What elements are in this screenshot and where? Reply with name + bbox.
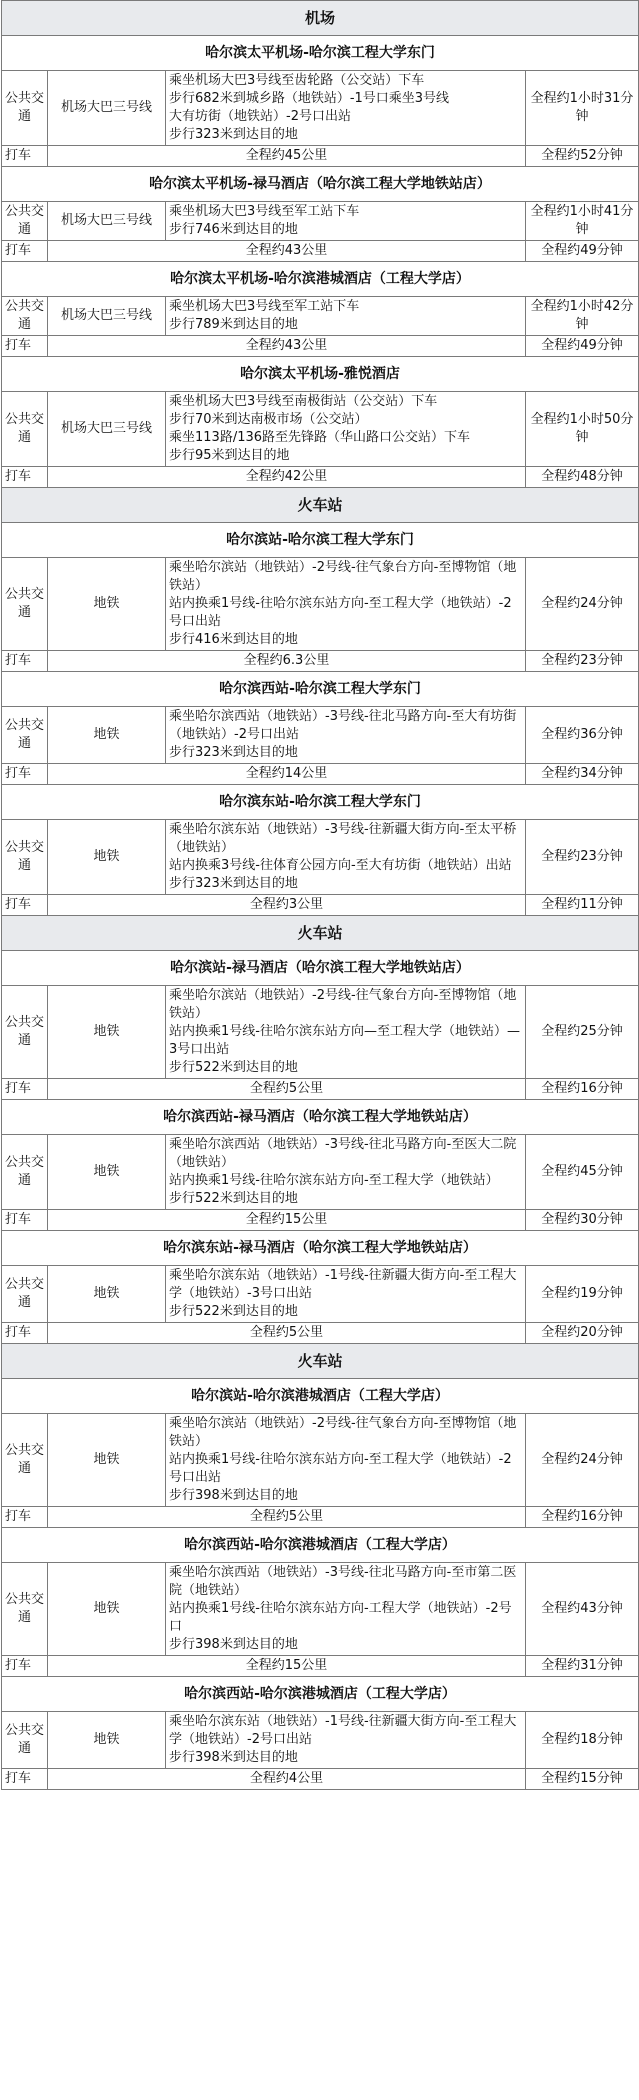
transit-time: 全程约18分钟 (526, 1712, 639, 1769)
taxi-time: 全程约48分钟 (526, 467, 639, 488)
transit-step: 步行323米到达目的地 (169, 127, 298, 142)
public-transit-row (2, 707, 639, 764)
taxi-distance: 全程约42公里 (48, 467, 526, 488)
transport-table (1, 0, 639, 1790)
transit-step: 步行522米到达目的地 (169, 1191, 298, 1206)
transit-steps (166, 392, 526, 467)
public-transit-row (2, 1563, 639, 1656)
transit-step: 步行522米到达目的地 (169, 1304, 298, 1319)
public-transit-label: 公共交通 (2, 707, 48, 764)
route-title: 哈尔滨站-哈尔滨工程大学东门 (2, 523, 639, 558)
transit-step: 站内换乘1号线-往哈尔滨东站方向-至工程大学（地铁站）-2号口出站 (169, 596, 512, 629)
transit-steps (166, 986, 526, 1079)
public-transit-label: 公共交通 (2, 1135, 48, 1210)
public-transit-label: 公共交通 (2, 820, 48, 895)
public-transit-row (2, 820, 639, 895)
public-transit-label: 公共交通 (2, 71, 48, 146)
taxi-label: 打车 (2, 1769, 48, 1790)
transit-steps (166, 1266, 526, 1323)
taxi-row (2, 146, 639, 167)
taxi-distance: 全程约5公里 (48, 1323, 526, 1344)
public-transit-row (2, 986, 639, 1079)
route-title-row (2, 1677, 639, 1712)
route-title-row (2, 1100, 639, 1135)
transit-step: 乘坐机场大巴3号线至齿轮路（公交站）下车 (169, 73, 425, 88)
route-title: 哈尔滨东站-禄马酒店（哈尔滨工程大学地铁站店） (2, 1231, 639, 1266)
section-title: 火车站 (2, 916, 639, 951)
route-title-row (2, 1379, 639, 1414)
transit-step: 步行789米到达目的地 (169, 317, 298, 332)
transit-step: 乘坐哈尔滨西站（地铁站）-3号线-往北马路方向-至医大二院（地铁站） (169, 1137, 517, 1170)
taxi-row (2, 651, 639, 672)
taxi-label: 打车 (2, 651, 48, 672)
section-header-row (2, 1, 639, 36)
taxi-label: 打车 (2, 1323, 48, 1344)
taxi-time: 全程约52分钟 (526, 146, 639, 167)
public-transit-label: 公共交通 (2, 202, 48, 241)
transit-step: 步行398米到达目的地 (169, 1637, 298, 1652)
transit-line: 地铁 (48, 1414, 166, 1507)
taxi-time: 全程约11分钟 (526, 895, 639, 916)
transit-line: 地铁 (48, 1712, 166, 1769)
taxi-label: 打车 (2, 241, 48, 262)
transit-steps (166, 558, 526, 651)
transit-step: 站内换乘3号线-往体育公园方向-至大有坊街（地铁站）出站 (169, 858, 512, 873)
route-title-row (2, 951, 639, 986)
taxi-time: 全程约34分钟 (526, 764, 639, 785)
taxi-time: 全程约23分钟 (526, 651, 639, 672)
taxi-label: 打车 (2, 764, 48, 785)
transit-step: 乘坐机场大巴3号线至南极街站（公交站）下车 (169, 394, 438, 409)
route-title: 哈尔滨太平机场-哈尔滨港城酒店（工程大学店） (2, 262, 639, 297)
public-transit-row (2, 202, 639, 241)
taxi-row (2, 467, 639, 488)
taxi-distance: 全程约43公里 (48, 241, 526, 262)
transit-steps (166, 297, 526, 336)
route-title-row (2, 1231, 639, 1266)
taxi-row (2, 895, 639, 916)
route-title: 哈尔滨站-禄马酒店（哈尔滨工程大学地铁站店） (2, 951, 639, 986)
public-transit-row (2, 1266, 639, 1323)
public-transit-row (2, 297, 639, 336)
taxi-distance: 全程约45公里 (48, 146, 526, 167)
taxi-label: 打车 (2, 1656, 48, 1677)
route-title-row (2, 672, 639, 707)
section-title: 机场 (2, 1, 639, 36)
public-transit-label: 公共交通 (2, 986, 48, 1079)
taxi-row (2, 1769, 639, 1790)
taxi-label: 打车 (2, 895, 48, 916)
public-transit-row (2, 1135, 639, 1210)
taxi-label: 打车 (2, 146, 48, 167)
transit-line: 机场大巴三号线 (48, 297, 166, 336)
public-transit-label: 公共交通 (2, 558, 48, 651)
taxi-row (2, 1656, 639, 1677)
taxi-row (2, 764, 639, 785)
transit-step: 步行682米到城乡路（地铁站）-1号口乘坐3号线 (169, 91, 450, 106)
transit-step: 步行95米到达目的地 (169, 448, 290, 463)
transit-time: 全程约19分钟 (526, 1266, 639, 1323)
taxi-distance: 全程约43公里 (48, 336, 526, 357)
taxi-time: 全程约49分钟 (526, 336, 639, 357)
transit-time: 全程约1小时31分钟 (526, 71, 639, 146)
taxi-time: 全程约31分钟 (526, 1656, 639, 1677)
route-title-row (2, 167, 639, 202)
public-transit-row (2, 558, 639, 651)
section-header-row (2, 488, 639, 523)
transit-line: 地铁 (48, 1266, 166, 1323)
transport-guide-document (1, 0, 638, 1790)
public-transit-row (2, 1414, 639, 1507)
taxi-label: 打车 (2, 336, 48, 357)
public-transit-label: 公共交通 (2, 1266, 48, 1323)
transit-step: 步行522米到达目的地 (169, 1060, 298, 1075)
taxi-distance: 全程约6.3公里 (48, 651, 526, 672)
transit-step: 步行323米到达目的地 (169, 876, 298, 891)
taxi-row (2, 1210, 639, 1231)
transit-step: 站内换乘1号线-往哈尔滨东站方向—至工程大学（地铁站）—3号口出站 (169, 1024, 520, 1057)
taxi-distance: 全程约15公里 (48, 1656, 526, 1677)
transit-step: 步行70米到达南极市场（公交站） (169, 412, 368, 427)
transit-steps (166, 1414, 526, 1507)
route-title-row (2, 1528, 639, 1563)
route-title: 哈尔滨东站-哈尔滨工程大学东门 (2, 785, 639, 820)
transit-step: 乘坐113路/136路至先锋路（华山路口公交站）下车 (169, 430, 471, 445)
section-title: 火车站 (2, 488, 639, 523)
transit-time: 全程约24分钟 (526, 558, 639, 651)
transit-step: 步行323米到达目的地 (169, 745, 298, 760)
transit-time: 全程约1小时42分钟 (526, 297, 639, 336)
transit-steps (166, 1712, 526, 1769)
public-transit-row (2, 71, 639, 146)
taxi-distance: 全程约14公里 (48, 764, 526, 785)
transit-steps (166, 1563, 526, 1656)
transit-steps (166, 707, 526, 764)
taxi-label: 打车 (2, 1507, 48, 1528)
transit-step: 乘坐哈尔滨站（地铁站）-2号线-往气象台方向-至博物馆（地铁站） (169, 560, 517, 593)
taxi-distance: 全程约4公里 (48, 1769, 526, 1790)
route-title-row (2, 785, 639, 820)
transit-time: 全程约43分钟 (526, 1563, 639, 1656)
transit-time: 全程约45分钟 (526, 1135, 639, 1210)
transit-line: 机场大巴三号线 (48, 71, 166, 146)
taxi-time: 全程约15分钟 (526, 1769, 639, 1790)
public-transit-row (2, 392, 639, 467)
transit-steps (166, 71, 526, 146)
taxi-label: 打车 (2, 467, 48, 488)
route-title: 哈尔滨太平机场-哈尔滨工程大学东门 (2, 36, 639, 71)
taxi-distance: 全程约3公里 (48, 895, 526, 916)
transit-line: 机场大巴三号线 (48, 392, 166, 467)
route-title-row (2, 262, 639, 297)
taxi-label: 打车 (2, 1210, 48, 1231)
route-title: 哈尔滨西站-哈尔滨工程大学东门 (2, 672, 639, 707)
transit-line: 地铁 (48, 986, 166, 1079)
transit-time: 全程约23分钟 (526, 820, 639, 895)
taxi-distance: 全程约5公里 (48, 1079, 526, 1100)
transit-time: 全程约36分钟 (526, 707, 639, 764)
transport-table-body (2, 1, 639, 1790)
transit-step: 步行398米到达目的地 (169, 1750, 298, 1765)
route-title-row (2, 523, 639, 558)
taxi-row (2, 1507, 639, 1528)
taxi-time: 全程约16分钟 (526, 1507, 639, 1528)
transit-step: 步行746米到达目的地 (169, 222, 298, 237)
taxi-time: 全程约20分钟 (526, 1323, 639, 1344)
transit-step: 步行416米到达目的地 (169, 632, 298, 647)
transit-time: 全程约1小时41分钟 (526, 202, 639, 241)
transit-step: 乘坐哈尔滨站（地铁站）-2号线-往气象台方向-至博物馆（地铁站） (169, 988, 517, 1021)
transit-step: 乘坐哈尔滨西站（地铁站）-3号线-往北马路方向-至大有坊街（地铁站）-2号口出站 (169, 709, 517, 742)
transit-step: 乘坐机场大巴3号线至军工站下车 (169, 299, 360, 314)
taxi-distance: 全程约5公里 (48, 1507, 526, 1528)
route-title: 哈尔滨西站-哈尔滨港城酒店（工程大学店） (2, 1677, 639, 1712)
taxi-row (2, 241, 639, 262)
transit-line: 地铁 (48, 820, 166, 895)
route-title: 哈尔滨太平机场-禄马酒店（哈尔滨工程大学地铁站店） (2, 167, 639, 202)
transit-line: 地铁 (48, 707, 166, 764)
route-title-row (2, 36, 639, 71)
transit-steps (166, 1135, 526, 1210)
transit-time: 全程约1小时50分钟 (526, 392, 639, 467)
transit-step: 站内换乘1号线-往哈尔滨东站方向-工程大学（地铁站）-2号口 (169, 1601, 512, 1634)
section-header-row (2, 1344, 639, 1379)
route-title: 哈尔滨站-哈尔滨港城酒店（工程大学店） (2, 1379, 639, 1414)
route-title: 哈尔滨西站-哈尔滨港城酒店（工程大学店） (2, 1528, 639, 1563)
transit-step: 大有坊街（地铁站）-2号口出站 (169, 109, 351, 124)
public-transit-label: 公共交通 (2, 297, 48, 336)
taxi-label: 打车 (2, 1079, 48, 1100)
section-header-row (2, 916, 639, 951)
transit-step: 乘坐哈尔滨东站（地铁站）-3号线-往新疆大街方向-至太平桥（地铁站） (169, 822, 517, 855)
taxi-time: 全程约49分钟 (526, 241, 639, 262)
taxi-time: 全程约30分钟 (526, 1210, 639, 1231)
public-transit-label: 公共交通 (2, 1414, 48, 1507)
section-title: 火车站 (2, 1344, 639, 1379)
transit-time: 全程约24分钟 (526, 1414, 639, 1507)
taxi-time: 全程约16分钟 (526, 1079, 639, 1100)
taxi-distance: 全程约15公里 (48, 1210, 526, 1231)
taxi-row (2, 1323, 639, 1344)
transit-step: 站内换乘1号线-往哈尔滨东站方向-至工程大学（地铁站）-2号口出站 (169, 1452, 512, 1485)
route-title: 哈尔滨西站-禄马酒店（哈尔滨工程大学地铁站店） (2, 1100, 639, 1135)
transit-steps (166, 202, 526, 241)
taxi-row (2, 1079, 639, 1100)
transit-steps (166, 820, 526, 895)
public-transit-row (2, 1712, 639, 1769)
transit-line: 地铁 (48, 1563, 166, 1656)
transit-line: 地铁 (48, 1135, 166, 1210)
transit-time: 全程约25分钟 (526, 986, 639, 1079)
transit-step: 乘坐哈尔滨东站（地铁站）-1号线-往新疆大街方向-至工程大学（地铁站）-2号口出站 (169, 1714, 517, 1747)
transit-step: 乘坐哈尔滨东站（地铁站）-1号线-往新疆大街方向-至工程大学（地铁站）-3号口出站 (169, 1268, 517, 1301)
public-transit-label: 公共交通 (2, 1563, 48, 1656)
public-transit-label: 公共交通 (2, 392, 48, 467)
transit-step: 步行398米到达目的地 (169, 1488, 298, 1503)
transit-line: 地铁 (48, 558, 166, 651)
transit-step: 乘坐机场大巴3号线至军工站下车 (169, 204, 360, 219)
transit-step: 乘坐哈尔滨站（地铁站）-2号线-往气象台方向-至博物馆（地铁站） (169, 1416, 517, 1449)
transit-line: 机场大巴三号线 (48, 202, 166, 241)
public-transit-label: 公共交通 (2, 1712, 48, 1769)
transit-step: 乘坐哈尔滨西站（地铁站）-3号线-往北马路方向-至市第二医院（地铁站） (169, 1565, 517, 1598)
route-title-row (2, 357, 639, 392)
route-title: 哈尔滨太平机场-雅悦酒店 (2, 357, 639, 392)
taxi-row (2, 336, 639, 357)
transit-step: 站内换乘1号线-往哈尔滨东站方向-至工程大学（地铁站） (169, 1173, 499, 1188)
